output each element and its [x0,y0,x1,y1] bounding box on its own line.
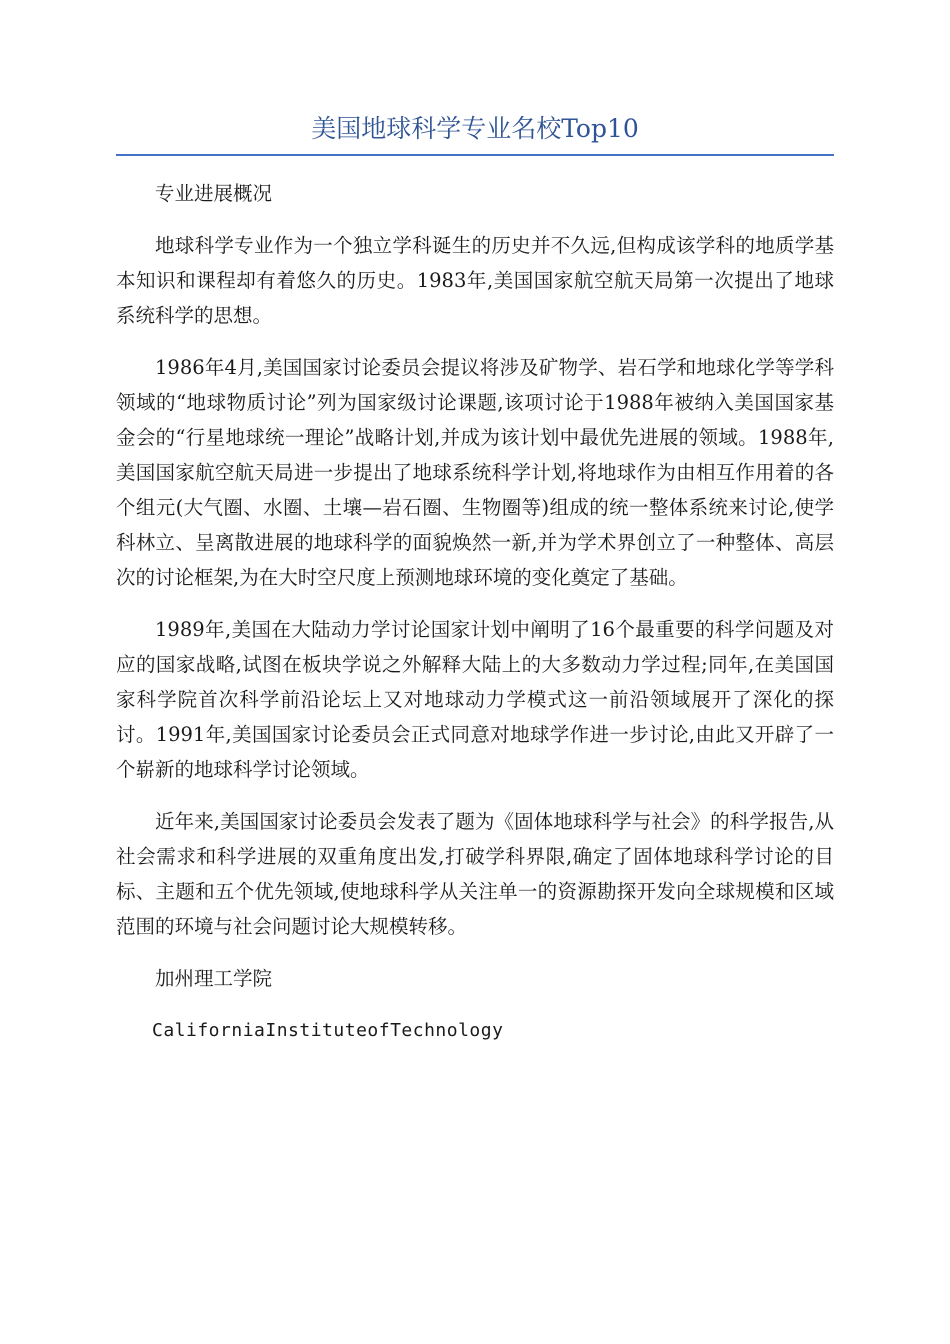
title-underline [116,154,834,156]
paragraph-recent: 近年来,美国国家讨论委员会发表了题为《固体地球科学与社会》的科学报告,从社会需求和科学进展的双重角度出发,打破学科界限,确定了固体地球科学讨论的目标、主题和五个优先领域,使地球科学从关注单一的资源勘探开发向全球规模和区域范围的环境与社会问题讨论大规模转移。 [116,810,834,938]
document-body [116,176,834,1065]
document-title: 美国地球科学专业名校Top10 [311,114,639,143]
section-heading-progress: 专业进展概况 [155,182,273,205]
paragraph-1989: 1989年,美国在大陆动力学讨论国家计划中阐明了16个最重要的科学问题及对应的国家战略,试图在板块学说之外解释大陆上的大多数动力学过程;同年,在美国国家科学院首次科学前沿论坛上又对地球动力学模式这一前沿领域展开了深化的探讨。1991年,美国国家讨论委员会正式同意对地球学作进一步讨论,由此又开辟了一个崭新的地球科学讨论领域。 [116,618,834,781]
school-name-english: CaliforniaInstituteofTechnology [152,1020,504,1041]
paragraph-1986: 1986年4月,美国国家讨论委员会提议将涉及矿物学、岩石学和地球化学等学科领域的“地球物质讨论”列为国家级讨论课题,该项讨论于1988年被纳入美国国家基金会的“行星地球统一理论”战略计划,并成为该计划中最优先进展的领域。1988年,美国国家航空航天局进一步提出了地球系统科学计划,将地球作为由相互作用着的各个组元(大气圈、水圈、土壤—岩石圈、生物圈等)组成的统一整体系统来讨论,使学科林立、呈离散进展的地球科学的面貌焕然一新,并为学术界创立了一种整体、高层次的讨论框架,为在大时空尺度上预测地球环境的变化奠定了基础。 [116,356,834,589]
paragraph-intro: 地球科学专业作为一个独立学科诞生的历史并不久远,但构成该学科的地质学基本知识和课程却有着悠久的历史。1983年,美国国家航空航天局第一次提出了地球系统科学的思想。 [116,234,834,327]
school-name-chinese: 加州理工学院 [155,967,273,990]
